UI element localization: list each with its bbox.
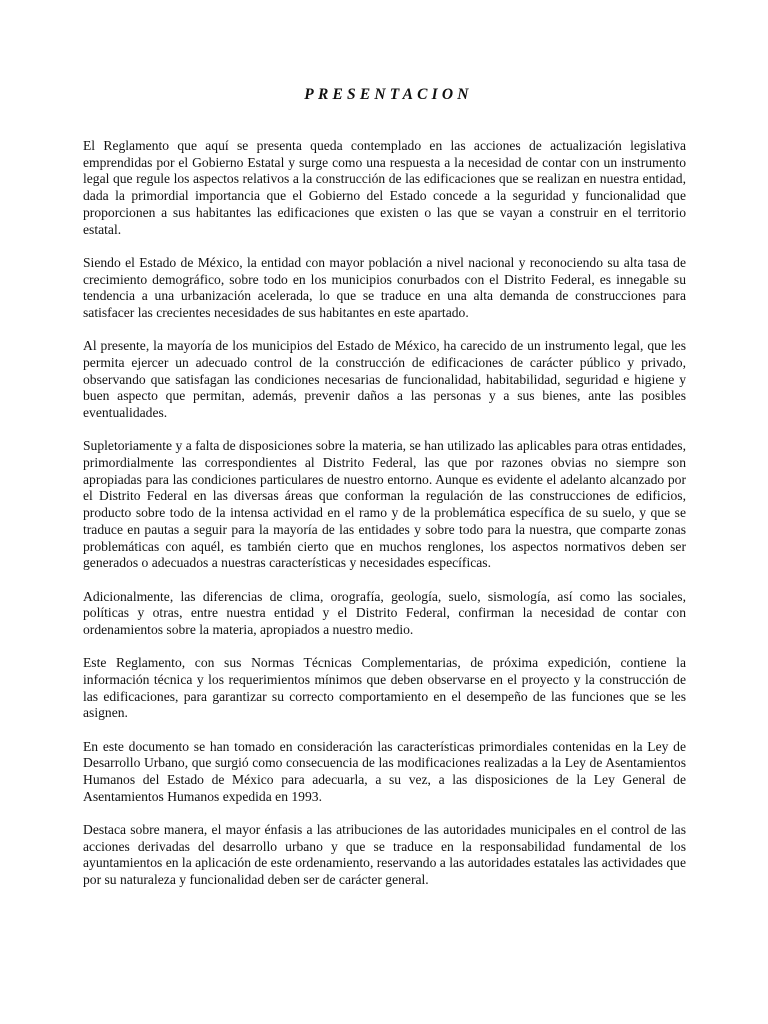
paragraph-8: Destaca sobre manera, el mayor énfasis a las atribuciones de las autoridades municipales en el control de las acciones derivadas del desarrollo urbano y que se traduce en la responsabilidad fundamental de los ayuntamientos en la aplicación de este ordenamiento, reservando a las autoridades estatales las actividades que por su naturaleza y funcionalidad deben ser de carácter general. — [83, 822, 686, 888]
document-title: PRESENTACION — [304, 86, 473, 103]
paragraph-3: Al presente, la mayoría de los municipios del Estado de México, ha carecido de un instrumento legal, que les permita ejercer un adecuado control de la construcción de edificaciones de carácter público y privado, observando que satisfagan las condiciones necesarias de funcionalidad, habitabilidad, seguridad e higiene y buen aspecto que permitan, además, prevenir daños a las personas y a sus bienes, ante las posibles eventualidades. — [83, 338, 686, 421]
paragraph-1: El Reglamento que aquí se presenta queda contemplado en las acciones de actualización legislativa emprendidas por el Gobierno Estatal y surge como una respuesta a la necesidad de contar con un instrumento legal que regule los aspectos relativos a la construcción de las edificaciones que se realizan en nuestra entidad, dada la primordial importancia que el Gobierno del Estado concede a la seguridad y funcionalidad que proporcionen a sus habitantes las edificaciones que existen o las que se vayan a construir en el territorio estatal. — [83, 138, 686, 237]
paragraph-7: En este documento se han tomado en consideración las características primordiales contenidas en la Ley de Desarrollo Urbano, que surgió como consecuencia de las modificaciones realizadas a la Ley de Asentamientos Humanos del Estado de México para adecuarla, a su vez, a las disposiciones de la Ley General de Asentamientos Humanos expedida en 1993. — [83, 738, 686, 804]
paragraph-5: Adicionalmente, las diferencias de clima, orografía, geología, suelo, sismología, así como las sociales, políticas y otras, entre nuestra entidad y el Distrito Federal, confirman la necesidad de contar con ordenamientos sobre la materia, apropiados a nuestro medio. — [83, 588, 686, 637]
document-page — [83, 86, 686, 889]
paragraph-2: Siendo el Estado de México, la entidad con mayor población a nivel nacional y reconociendo su alta tasa de crecimiento demográfico, sobre todo en los municipios conurbados con el Distrito Federal, es innegable su tendencia a una urbanización acelerada, lo que se traduce en una alta demanda de construcciones para satisfacer las crecientes necesidades de sus habitantes en este apartado. — [83, 254, 686, 320]
paragraph-6: Este Reglamento, con sus Normas Técnicas Complementarias, de próxima expedición, contiene la información técnica y los requerimientos mínimos que deben observarse en el proyecto y la construcción de las edificaciones, para garantizar su correcto comportamiento en el desempeño de las funciones que se les asignen. — [83, 655, 686, 721]
paragraph-4: Supletoriamente y a falta de disposiciones sobre la materia, se han utilizado las aplicables para otras entidades, primordialmente las correspondientes al Distrito Federal, las que por razones obvias no siempre son apropiadas para las condiciones particulares de nuestro entorno. Aunque es evidente el adelanto alcanzado por el Distrito Federal en las diversas áreas que conforman la regulación de las construcciones de edificios, producto sobre todo de la intensa actividad en el ramo y de la problemática específica de su suelo, y que se traduce en pautas a seguir para la mayoría de las entidades y sobre todo para la nuestra, que comparte zonas problemáticas con aquél, es también cierto que en muchos renglones, los aspectos normativos deben ser generados o adecuados a nuestras características y necesidades específicas. — [83, 438, 686, 571]
